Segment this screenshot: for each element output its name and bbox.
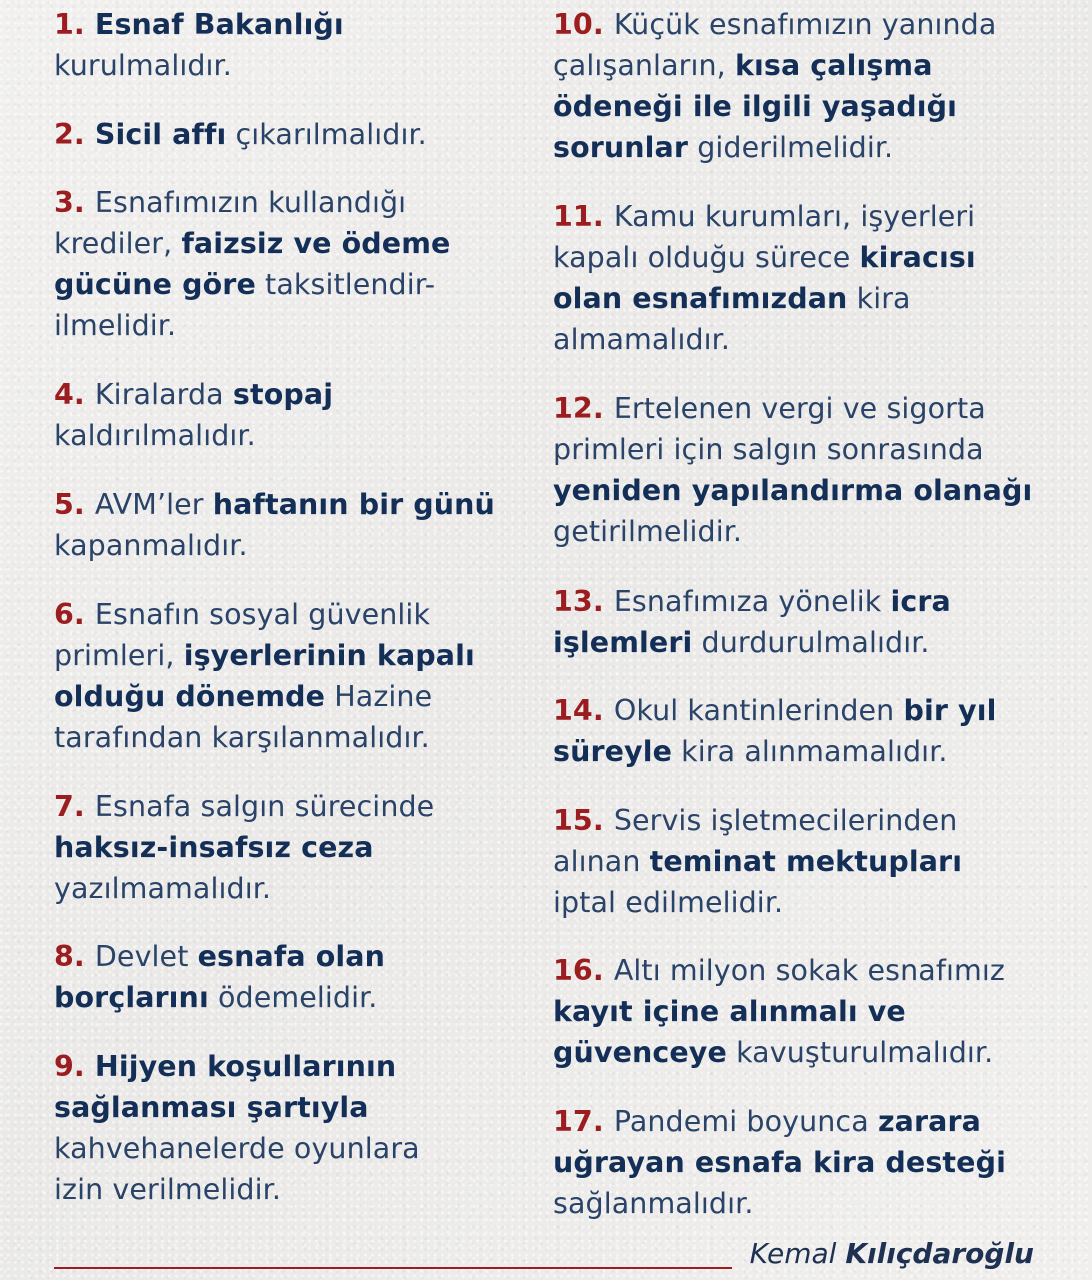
list-item-text: Hazine [325,680,433,713]
list-item-line [553,319,976,360]
list-item-text: Esnaf Bakanlığı [94,8,344,41]
list-item-number: 15. [553,804,614,837]
list-item-text: borçlarını [54,981,209,1014]
list-item-text: kiracısı [859,241,976,274]
list-item-line [54,4,344,45]
list-item-line [553,511,1032,552]
signature-first-name: Kemal [749,1237,837,1270]
list-item-text: getirilmelidir. [553,515,743,548]
list-item-text: esnafa olan [197,940,385,973]
list-item-line [54,977,385,1018]
list-item-line [553,127,996,168]
list-item-text: stopaj [232,378,334,411]
list-item-text: AVM’ler [94,488,213,521]
list-item-text: teminat mektupları [649,845,963,878]
list-item [553,388,1032,552]
list-item-line [54,827,434,868]
list-item-text: bir yıl [903,694,997,727]
list-item-text: Ertelenen vergi ve sigorta [613,392,986,425]
list-item-number: 12. [553,392,614,425]
list-item [54,182,450,346]
list-item-text: sağlanması şartıyla [54,1091,369,1124]
list-item [54,484,495,566]
list-item-line [54,594,475,635]
list-item-line [553,237,976,278]
list-item [553,950,1005,1073]
list-item-text: haksız-insafsız ceza [54,831,374,864]
list-item-line [553,1101,1006,1142]
list-item-line [553,882,962,923]
list-item-number: 10. [553,8,614,41]
list-item-line [553,1142,1006,1183]
signature-last-name: Kılıçdaroğlu [845,1237,1034,1270]
list-item-text: Altı milyon sokak esnafımız [613,954,1005,987]
list-item-line [553,1183,1006,1224]
list-item-line [54,635,475,676]
list-item-text: yazılmamalıdır. [54,872,272,905]
list-item-text: işlemleri [553,626,693,659]
list-item-text: icra [890,585,951,618]
list-item-line [553,45,996,86]
list-item-text: yeniden yapılandırma olanağı [553,474,1033,507]
list-item-line [54,525,495,566]
list-item-text: Esnafımızın kullandığı [94,186,407,219]
list-item-line [553,429,1032,470]
list-item [54,936,385,1018]
list-item-text: primleri için salgın sonrasında [553,433,984,466]
list-item-line [553,991,1005,1032]
list-item-line [54,1128,420,1169]
list-item [54,114,427,155]
list-item-text: olan esnafımızdan [553,282,848,315]
list-item-line [553,470,1032,511]
list-item-text: Devlet [94,940,198,973]
list-item-line [54,114,427,155]
list-item-text: kira alınmamalıdır. [672,735,948,768]
list-item-line [54,45,344,86]
list-item [54,786,434,909]
list-item-text: kurulmalıdır. [54,49,232,82]
list-item-number: 5. [54,488,95,521]
list-item-line [553,4,996,45]
list-item-text: zarara [877,1105,981,1138]
list-item-text: ödeneği ile ilgili yaşadığı [553,90,958,123]
list-item-text: Esnafımıza yönelik [613,585,891,618]
list-item-line [553,841,962,882]
list-item-number: 4. [54,378,95,411]
list-item-line [553,800,962,841]
signature-divider [54,1267,732,1269]
list-item-number: 11. [553,200,614,233]
list-item-text: iptal edilmelidir. [553,886,784,919]
list-item-line [553,950,1005,991]
list-item-text: kapalı olduğu sürece [553,241,860,274]
list-item-text: güvenceye [553,1036,727,1069]
list-item-text: kapanmalıdır. [54,529,248,562]
list-item-text: kısa çalışma [734,49,933,82]
list-item [54,594,475,758]
list-item-text: kavuşturulmalıdır. [726,1036,994,1069]
list-item-text: tarafından karşılanmalıdır. [54,721,430,754]
list-item-line [553,622,951,663]
list-item-number: 1. [54,8,95,41]
list-item [54,374,333,456]
list-item-text: faizsiz ve ödeme [181,227,451,260]
list-item-line [553,86,996,127]
list-item-number: 13. [553,585,614,618]
list-item-text: sorunlar [553,131,689,164]
list-item-text: ödemelidir. [208,981,378,1014]
list-item-line [54,936,385,977]
list-item-text: uğrayan esnafa kira desteği [553,1146,1006,1179]
list-item-line [54,1046,420,1087]
list-item [553,690,996,772]
list-item-text: çalışanların, [553,49,735,82]
list-item-line [54,223,450,264]
list-item-text: primleri, [54,639,184,672]
list-item-number: 16. [553,954,614,987]
signature [750,1234,1034,1274]
list-item-text: haftanın bir günü [212,488,495,521]
list-item-number: 14. [553,694,614,727]
list-item-line [54,868,434,909]
list-item-line [54,1087,420,1128]
list-item-text: Servis işletmecilerinden [613,804,958,837]
list-item-text: sağlanmalıdır. [553,1187,754,1220]
list-item-line [54,484,495,525]
list-item-line [553,278,976,319]
list-item-text: durdurulmalıdır. [692,626,930,659]
list-item-line [54,676,475,717]
list-item-line [54,1169,420,1210]
list-item-line [54,786,434,827]
list-item-line [54,717,475,758]
list-item-text: Kamu kurumları, işyerleri [613,200,976,233]
list-item-text: Okul kantinlerinden [613,694,904,727]
list-item-number: 6. [54,598,95,631]
list-item-number: 8. [54,940,95,973]
list-item-text: süreyle [553,735,673,768]
list-item-text: kira [847,282,911,315]
list-item-text: Kiralarda [94,378,233,411]
list-item-line [553,388,1032,429]
list-item-line [553,690,996,731]
list-item [553,196,976,360]
list-item-text: Hijyen koşullarının [94,1050,397,1083]
list-item [553,4,996,168]
list-item-line [553,581,951,622]
list-item-text: taksitlendir- [255,268,436,301]
list-item-text: kahvehanelerde oyunlara [54,1132,420,1165]
list-item-text: kaldırılmalıdır. [54,419,256,452]
list-item-text: çıkarılmalıdır. [226,118,427,151]
list-item-text: krediler, [54,227,182,260]
list-item-text: Küçük esnafımızın yanında [613,8,997,41]
list-item-text: almamalıdır. [553,323,731,356]
list-item-line [54,305,450,346]
list-item-line [553,196,976,237]
list-item-number: 7. [54,790,95,823]
list-item-text: kayıt içine alınmalı ve [553,995,906,1028]
list-item [553,1101,1006,1224]
list-item-text: alınan [553,845,650,878]
list-item-number: 9. [54,1050,95,1083]
list-item-number: 2. [54,118,95,151]
list-item-line [54,264,450,305]
list-item-number: 17. [553,1105,614,1138]
list-item-text: giderilmelidir. [688,131,894,164]
list-item [553,800,962,923]
list-item-line [54,182,450,223]
list-item-text: Sicil affı [94,118,227,151]
list-item-text: ilmelidir. [54,309,177,342]
list-item-line [54,415,333,456]
list-item-text: Pandemi boyunca [613,1105,878,1138]
list-item-line [553,1032,1005,1073]
list-item-number: 3. [54,186,95,219]
list-item [54,1046,420,1210]
list-item-line [54,374,333,415]
list-item [54,4,344,86]
list-item-text: gücüne göre [54,268,256,301]
list-item [553,581,951,663]
list-item-text: olduğu dönemde [54,680,326,713]
list-item-line [553,731,996,772]
list-item-text: işyerlerinin kapalı [183,639,475,672]
list-item-text: Esnafın sosyal güvenlik [94,598,431,631]
list-item-text: Esnafa salgın sürecinde [94,790,435,823]
list-item-text: izin verilmelidir. [54,1173,281,1206]
